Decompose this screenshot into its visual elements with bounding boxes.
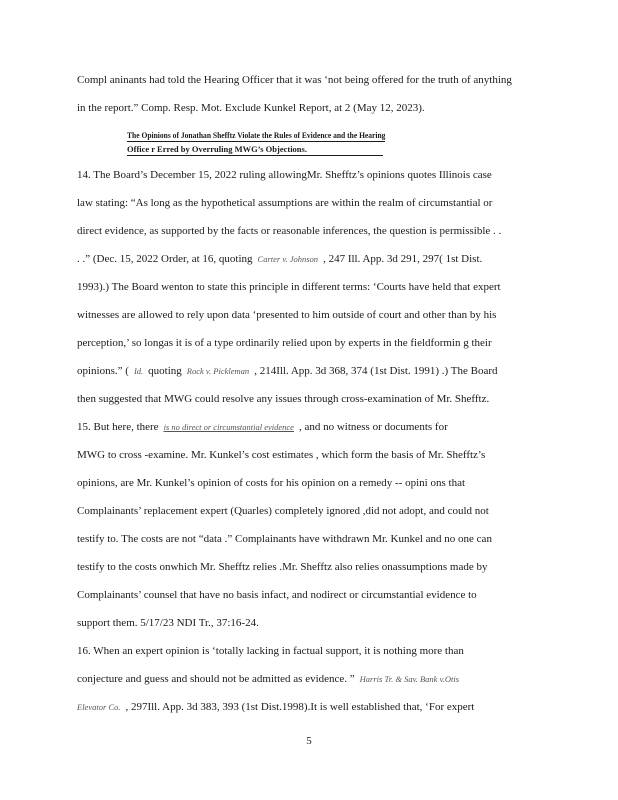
case-citation-otis: Elevator Co. (77, 702, 121, 712)
line-text: in the report.” Comp. Resp. Mot. Exclude Kunkel Report, at 2 (May 12, 2023). (77, 102, 425, 114)
page-number: 5 (306, 735, 312, 747)
p14-line-3: direct evidence, as supported by the facts or reasonable inferences, the question is permissible . . (77, 225, 502, 237)
case-citation-harris: Harris Tr. & Sav. Bank v.Otis (359, 674, 459, 684)
case-citation-carter: Carter v. Johnson (257, 254, 319, 264)
p15-line-7: Complainants’ counsel that have no basis infact, and nodirect or circumstantial evidence to (77, 589, 477, 601)
heading-underline-1 (127, 141, 385, 142)
p14-line-9: then suggested that MWG could resolve any issues through cross-examination of Mr. Shefftz. (77, 393, 490, 405)
text-line-2 (77, 101, 541, 115)
p15-line-5: testify to. The costs are not “data .” Complainants have withdrawn Mr. Kunkel and no one can (77, 533, 492, 545)
p16-line-2: conjecture and guess and should not be admitted as evidence. ” Harris Tr. & Sav. Bank v.Otis (77, 673, 459, 685)
p14-line-2: law stating: “As long as the hypothetical assumptions are within the realm of circumstantial or (77, 197, 493, 209)
p15-line-1: 15. But here, there is no direct or circumstantial evidence , and no witness or documents for (77, 421, 448, 433)
p15-line-2: MWG to cross -examine. Mr. Kunkel’s cost estimates , which form the basis of Mr. Shefftz’s (77, 449, 486, 461)
emphasized-no-evidence: is no direct or circumstantial evidence (163, 422, 294, 432)
line-text: Compl aninants had told the Hearing Officer that it was ‘not being offered for the truth of anything (77, 74, 512, 86)
case-citation-rock: Rock v. Pickleman (186, 366, 250, 376)
heading-underline-2 (127, 155, 383, 156)
p15-line-6: testify to the costs onwhich Mr. Shefftz relies .Mr. Shefftz also relies onassumptions made by (77, 561, 488, 573)
p14-line-8: opinions.” ( Id. quoting Rock v. Pickleman , 214Ill. App. 3d 368, 374 (1st Dist. 1991) .) The Board (77, 365, 498, 377)
p14-line-7: perception,’ so longas it is of a type ordinarily relied upon by experts in the fieldformin g their (77, 337, 492, 349)
text-line-1 (77, 73, 541, 87)
p14-line-5: 1993).) The Board wenton to state this principle in different terms: ‘Courts have held that expert (77, 281, 501, 293)
p14-line-6: witnesses are allowed to rely upon data ‘presented to him outside of court and other than by his (77, 309, 497, 321)
case-citation-id: Id. (133, 366, 144, 376)
p16-line-3: Elevator Co. , 297Ill. App. 3d 383, 393 (1st Dist.1998).It is well established that, ‘For expert (77, 701, 475, 713)
p14-line-4: . .” (Dec. 15, 2022 Order, at 16, quoting Carter v. Johnson , 247 Ill. App. 3d 291, 297( 1st Dist. (77, 253, 483, 265)
section-heading-line-1: The Opinions of Jonathan Shefftz Violate the Rules of Evidence and the Hearing (127, 130, 386, 140)
p14-line-1: 14. The Board’s December 15, 2022 ruling allowingMr. Shefftz’s opinions quotes Illinois case (77, 169, 492, 181)
p15-line-8: support them. 5/17/23 NDI Tr., 37:16-24. (77, 617, 259, 629)
p15-line-3: opinions, are Mr. Kunkel’s opinion of costs for his opinion on a remedy -- opini ons that (77, 477, 466, 489)
p16-line-1: 16. When an expert opinion is ‘totally lacking in factual support, it is nothing more than (77, 645, 464, 657)
p15-line-4: Complainants’ replacement expert (Quarles) completely ignored ,did not adopt, and could not (77, 505, 489, 517)
section-heading-line-2: Office r Erred by Overruling MWG’s Objections. (127, 144, 307, 154)
